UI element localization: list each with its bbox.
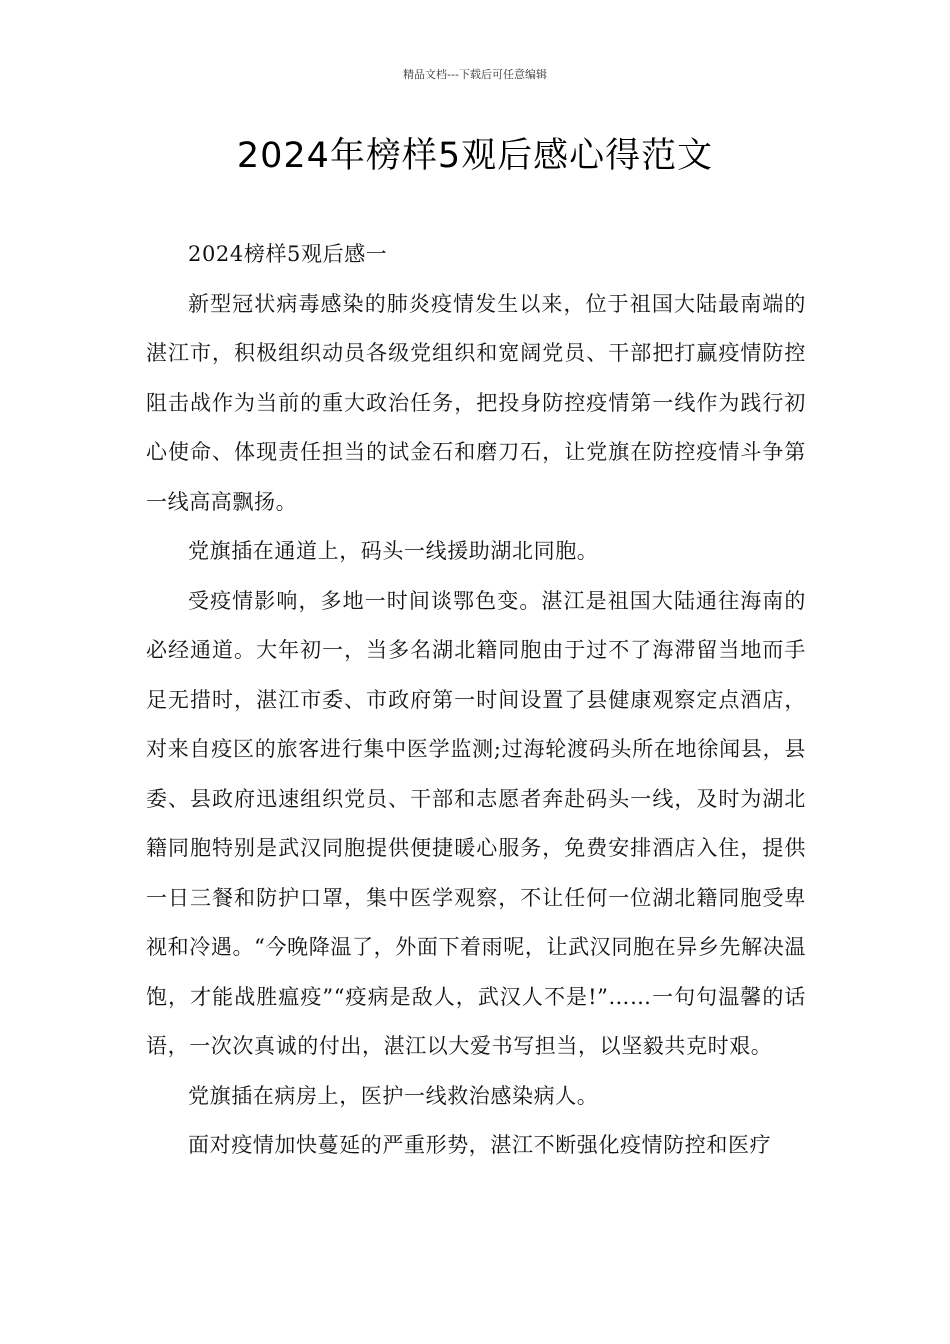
page-header: 精品文档---下载后可任意编辑 xyxy=(403,68,547,81)
paragraph-subtitle: 2024榜样5观后感一 xyxy=(188,242,388,266)
paragraph: 受疫情影响，多地一时间谈鄂色变。湛江是祖国大陆通往海南的必经通道。大年初一，当多名湖北籍同胞由于过不了海滞留当地而手足无措时，湛江市委、市政府第一时间设置了县健康观察定点酒店，对来自疫区的旅客进行集中医学监测;过海轮渡码头所在地徐闻县，县委、县政府迅速组织党员、干部和志愿者奔赴码头一线，及时为湖北籍同胞特别是武汉同胞提供便捷暖心服务，免费安排酒店入住，提供一日三餐和防护口罩，集中医学观察，不让任何一位湖北籍同胞受卑视和冷遇。“今晚降温了，外面下着雨呢，让武汉同胞在异乡先解决温饱，才能战胜瘟疫”“疫病是敌人，武汉人不是!”……一句句温馨的话语，一次次真诚的付出，湛江以大爱书写担当，以坚毅共克时艰。 xyxy=(146,588,806,1058)
document-body xyxy=(146,230,806,1171)
paragraph-heading: 党旗插在通道上，码头一线援助湖北同胞。 xyxy=(188,539,599,563)
paragraph-heading: 党旗插在病房上，医护一线救治感染病人。 xyxy=(188,1083,599,1108)
paragraph: 面对疫情加快蔓延的严重形势，湛江不断强化疫情防控和医疗 xyxy=(188,1133,772,1157)
document-title: 2024年榜样5观后感心得范文 xyxy=(236,136,714,176)
paragraph: 新型冠状病毒感染的肺炎疫情发生以来，位于祖国大陆最南端的湛江市，积极组织动员各级党组织和宽阔党员、干部把打赢疫情防控阻击战作为当前的重大政治任务，把投身防控疫情第一线作为践行初心使命、体现责任担当的试金石和磨刀石，让党旗在防控疫情斗争第一线高高飘扬。 xyxy=(146,291,806,514)
